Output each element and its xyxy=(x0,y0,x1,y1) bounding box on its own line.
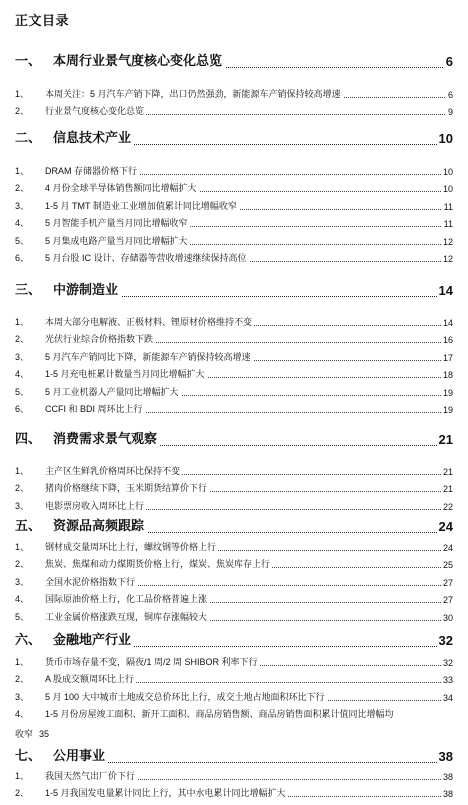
section-page-number: 38 xyxy=(438,749,453,764)
item-page-number: 21 xyxy=(442,467,453,477)
item-title: 焦炭、焦煤和动力煤期货价格上行，煤炭、焦炭库存上行 xyxy=(45,559,271,570)
item-page-number: 9 xyxy=(447,107,453,118)
toc-item[interactable] xyxy=(0,691,468,704)
item-title: 货币市场存量不变，隔夜/1 周/2 周 SHIBOR 利率下行 xyxy=(45,657,258,667)
item-number: 1、 xyxy=(15,771,30,781)
section-number: 七、 xyxy=(15,748,42,763)
item-title: 1-5 月份房屋竣工面积、新开工面积、商品房销售额、商品房销售面积累计值同比增幅均 xyxy=(45,709,394,720)
item-title: 光伏行业综合价格指数下跌 xyxy=(45,334,154,345)
section-title: 本周行业景气度核心变化总览 xyxy=(53,50,225,69)
toc-section[interactable] xyxy=(0,632,468,650)
item-page-number: 16 xyxy=(442,335,453,346)
section-title: 中游制造业 xyxy=(53,279,121,298)
item-number: 1、 xyxy=(15,542,30,552)
item-title: 4 月份全球半导体销售额同比增幅扩大 xyxy=(45,183,197,194)
section-number: 二、 xyxy=(15,130,42,145)
item-title: 1-5 月我国发电量累计同比上行，其中水电累计同比增幅扩大 xyxy=(45,788,286,799)
item-title: 5 月台股 IC 设计、存储器等营收增速继续保持高位 xyxy=(45,253,247,263)
item-title: 猪肉价格继续下降，玉米期货结算价下行 xyxy=(45,483,208,494)
item-number: 5、 xyxy=(15,235,30,246)
item-number: 5、 xyxy=(15,386,30,397)
item-page-number: 38 xyxy=(442,789,453,800)
section-title: 金融地产行业 xyxy=(53,629,134,648)
item-number: 3、 xyxy=(15,691,30,702)
item-page-number: 12 xyxy=(442,236,453,247)
toc-section[interactable] xyxy=(0,748,468,766)
toc-item[interactable] xyxy=(0,500,468,513)
toc-section[interactable] xyxy=(0,130,468,148)
item-page-number: 33 xyxy=(442,675,453,686)
toc-section[interactable] xyxy=(0,518,468,536)
dot-leader xyxy=(53,762,453,763)
item-page-number: 21 xyxy=(442,484,453,495)
item-title: 5 月集成电路产量当月同比增幅扩大 xyxy=(45,235,188,246)
toc-item[interactable] xyxy=(0,386,468,399)
toc-section[interactable] xyxy=(0,53,468,71)
item-page-number: 11 xyxy=(443,219,453,230)
item-title: 5 月工业机器人产量同比增幅扩大 xyxy=(45,386,179,397)
toc-item[interactable] xyxy=(0,316,468,329)
item-number: 4、 xyxy=(15,218,30,229)
item-page-number: 12 xyxy=(442,254,453,264)
item-page-number: 35 xyxy=(39,728,50,739)
item-number: 1、 xyxy=(15,657,30,667)
item-number: 2、 xyxy=(15,559,30,570)
section-page-number: 24 xyxy=(438,519,453,534)
section-page-number: 6 xyxy=(445,54,453,69)
item-title: 全国水泥价格指数下行 xyxy=(45,576,136,587)
section-title: 资源品高频跟踪 xyxy=(53,515,147,534)
item-page-number: 27 xyxy=(442,595,453,606)
item-page-number: 17 xyxy=(442,352,453,363)
toc-item[interactable] xyxy=(0,88,468,101)
toc-item[interactable] xyxy=(0,182,468,195)
item-page-number: 32 xyxy=(442,658,453,668)
item-page-number: 6 xyxy=(447,90,453,100)
item-number: 2、 xyxy=(15,334,30,345)
section-page-number: 14 xyxy=(438,283,453,298)
item-number: 2、 xyxy=(15,788,30,799)
toc-item[interactable] xyxy=(0,165,468,178)
item-number: 3、 xyxy=(15,500,30,511)
toc-item[interactable] xyxy=(0,465,468,478)
item-number: 4、 xyxy=(15,709,30,720)
section-number: 五、 xyxy=(15,518,42,533)
item-title: 5 月汽车产销同比下降，新能源车产销保持较高增速 xyxy=(45,351,251,362)
item-number: 1、 xyxy=(15,466,30,476)
toc-item[interactable] xyxy=(0,541,468,554)
toc-item[interactable] xyxy=(0,558,468,571)
section-page-number: 21 xyxy=(438,432,453,447)
section-page-number: 32 xyxy=(438,633,453,648)
section-title: 公用事业 xyxy=(53,745,108,764)
item-number: 2、 xyxy=(15,674,30,685)
item-title: 工业金属价格涨跌互现，铜库存涨幅较大 xyxy=(45,611,208,622)
toc-item[interactable] xyxy=(0,576,468,589)
toc-item[interactable] xyxy=(0,105,468,118)
item-title: 1-5 月 TMT 制造业工业增加值累计同比增幅收窄 xyxy=(45,200,237,211)
toc-item[interactable] xyxy=(0,593,468,606)
item-number: 6、 xyxy=(15,253,30,263)
toc-item[interactable] xyxy=(0,673,468,686)
section-number: 四、 xyxy=(15,431,42,446)
toc-item[interactable] xyxy=(0,403,468,416)
toc-title: 正文目录 xyxy=(15,13,70,28)
item-title-continuation: 收窄 xyxy=(15,728,34,739)
toc-item[interactable] xyxy=(0,708,468,721)
item-page-number: 25 xyxy=(442,560,453,571)
item-page-number: 27 xyxy=(442,577,453,588)
item-number: 3、 xyxy=(15,576,30,587)
item-number: 2、 xyxy=(15,183,30,194)
item-title: 本周关注：5 月汽车产销下降，出口仍然强劲，新能源车产销保持较高增速 xyxy=(45,89,341,99)
item-number: 2、 xyxy=(15,483,30,494)
item-page-number: 14 xyxy=(442,318,453,328)
item-page-number: 10 xyxy=(442,167,453,177)
item-page-number: 19 xyxy=(442,387,453,398)
item-page-number: 38 xyxy=(442,772,453,782)
section-number: 三、 xyxy=(15,282,42,297)
item-title: 5 月智能手机产量当月同比增幅收窄 xyxy=(45,218,188,229)
toc-item[interactable] xyxy=(0,217,468,230)
section-page-number: 10 xyxy=(438,131,453,146)
item-page-number: 10 xyxy=(442,184,453,195)
toc-item[interactable] xyxy=(0,200,468,213)
toc-item[interactable] xyxy=(0,252,468,265)
item-page-number: 19 xyxy=(442,405,453,415)
item-title: 我国天然气出厂价下行 xyxy=(45,771,136,781)
section-title: 信息技术产业 xyxy=(53,127,134,146)
item-title: 1-5 月充电桩累计数量当月同比增幅扩大 xyxy=(45,369,205,380)
toc-item[interactable] xyxy=(0,333,468,346)
item-page-number: 11 xyxy=(443,201,453,212)
item-page-number: 30 xyxy=(442,612,453,623)
item-title: 本周大部分电解液、正极材料、锂原材价格维持不变 xyxy=(45,317,253,327)
toc-section[interactable] xyxy=(0,431,468,449)
item-title: 5 月 100 大中城市土地成交总价环比上行，成交土地占地面积环比下行 xyxy=(45,691,325,702)
item-page-number: 34 xyxy=(442,692,453,703)
item-number: 4、 xyxy=(15,594,30,605)
toc-item[interactable] xyxy=(0,368,468,381)
item-title: DRAM 存储器价格下行 xyxy=(45,166,137,176)
item-number: 1、 xyxy=(15,166,30,176)
toc-item[interactable] xyxy=(0,770,468,783)
item-number: 6、 xyxy=(15,404,30,414)
toc-item-continuation[interactable] xyxy=(15,727,49,740)
section-title: 消费需求景气观察 xyxy=(53,428,160,447)
section-number: 一、 xyxy=(15,53,42,68)
item-title: 主产区生鲜乳价格周环比保持不变 xyxy=(45,466,181,476)
item-title: CCFI 和 BDI 周环比上行 xyxy=(45,404,143,414)
item-number: 3、 xyxy=(15,200,30,211)
item-number: 2、 xyxy=(15,106,30,117)
item-number: 5、 xyxy=(15,611,30,622)
item-title: 电影票房收入周环比上行 xyxy=(45,500,145,511)
item-title: 国际原油价格上行，化工品价格普遍上涨 xyxy=(45,594,208,605)
item-title: 钢材成交量周环比上行，螺纹钢等价格上行 xyxy=(45,542,217,552)
toc-item[interactable] xyxy=(0,611,468,624)
toc-section[interactable] xyxy=(0,282,468,300)
item-page-number: 22 xyxy=(442,501,453,512)
item-title: A 股成交额周环比上行 xyxy=(45,674,135,685)
toc-item[interactable] xyxy=(0,656,468,669)
item-number: 1、 xyxy=(15,317,30,327)
item-number: 3、 xyxy=(15,351,30,362)
item-title: 行业景气度核心变化总览 xyxy=(45,106,145,117)
section-number: 六、 xyxy=(15,632,42,647)
toc-item[interactable] xyxy=(0,787,468,800)
toc-item[interactable] xyxy=(0,351,468,364)
item-page-number: 18 xyxy=(442,370,453,381)
item-number: 4、 xyxy=(15,369,30,380)
item-number: 1、 xyxy=(15,89,30,99)
toc-item[interactable] xyxy=(0,482,468,495)
toc-item[interactable] xyxy=(0,235,468,248)
item-page-number: 24 xyxy=(442,543,453,553)
